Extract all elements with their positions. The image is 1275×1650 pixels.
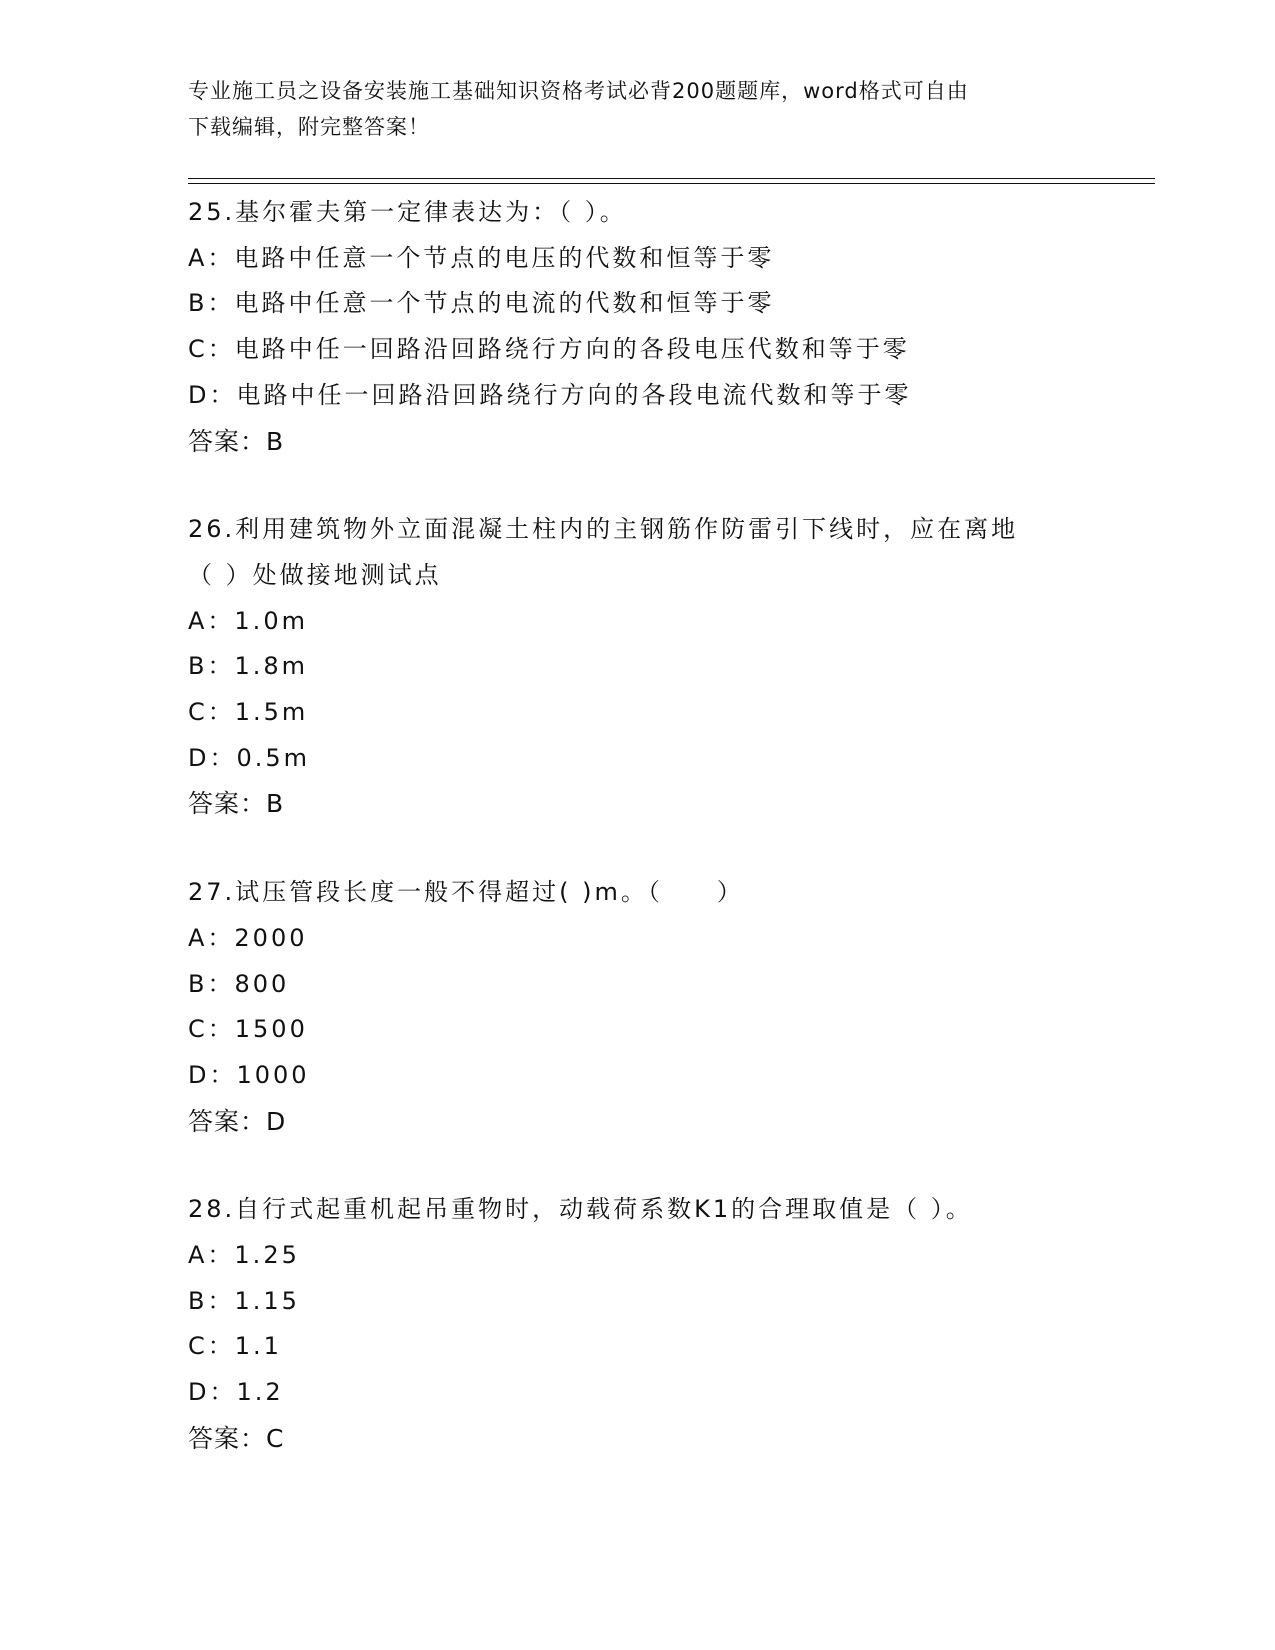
question-stem-continued: （ ）处做接地测试点 <box>188 560 442 589</box>
question-27 <box>188 870 1088 1144</box>
question-stem: 25.基尔霍夫第一定律表达为：（ ）。 <box>188 198 627 226</box>
option-a: A：1.25 <box>188 1241 300 1270</box>
question-list <box>188 190 1088 1505</box>
header-divider-top <box>188 178 1155 179</box>
option-a: A：2000 <box>188 923 308 952</box>
option-a: A：1.0m <box>188 606 308 635</box>
option-b: B：1.8m <box>188 652 309 681</box>
question-28 <box>188 1187 1088 1461</box>
option-b: B：电路中任意一个节点的电流的代数和恒等于零 <box>188 289 775 318</box>
question-stem: 27.试压管段长度一般不得超过( )m。（ ） <box>188 878 744 907</box>
option-d: D：1000 <box>188 1060 310 1089</box>
question-stem: 26.利用建筑物外立面混凝土柱内的主钢筋作防雷引下线时，应在离地 <box>188 515 1019 544</box>
option-d: D：电路中任一回路沿回路绕行方向的各段电流代数和等于零 <box>188 380 912 409</box>
option-b: B：1.15 <box>188 1286 300 1315</box>
option-c: C：1.1 <box>188 1332 282 1361</box>
option-a: A：电路中任意一个节点的电压的代数和恒等于零 <box>188 243 775 272</box>
answer-label: 答案：B <box>188 789 285 819</box>
answer-label: 答案：B <box>188 426 285 456</box>
option-d: D：1.2 <box>188 1378 284 1407</box>
answer-label: 答案：C <box>188 1423 285 1453</box>
header-line-1: 专业施工员之设备安装施工基础知识资格考试必背200题题库，word格式可自由 <box>188 79 969 103</box>
option-d: D：0.5m <box>188 743 311 772</box>
question-26 <box>188 507 1088 827</box>
option-c: C：电路中任一回路沿回路绕行方向的各段电压代数和等于零 <box>188 335 910 364</box>
document-header <box>188 73 1088 145</box>
option-b: B：800 <box>188 969 290 998</box>
option-c: C：1.5m <box>188 698 309 727</box>
header-line-2: 下载编辑，附完整答案！ <box>188 115 430 139</box>
option-c: C：1500 <box>188 1015 308 1044</box>
header-divider-bottom <box>188 183 1155 184</box>
answer-label: 答案：D <box>188 1106 287 1136</box>
question-stem: 28.自行式起重机起吊重物时，动载荷系数K1的合理取值是（ ）。 <box>188 1195 973 1224</box>
question-25 <box>188 190 1088 464</box>
